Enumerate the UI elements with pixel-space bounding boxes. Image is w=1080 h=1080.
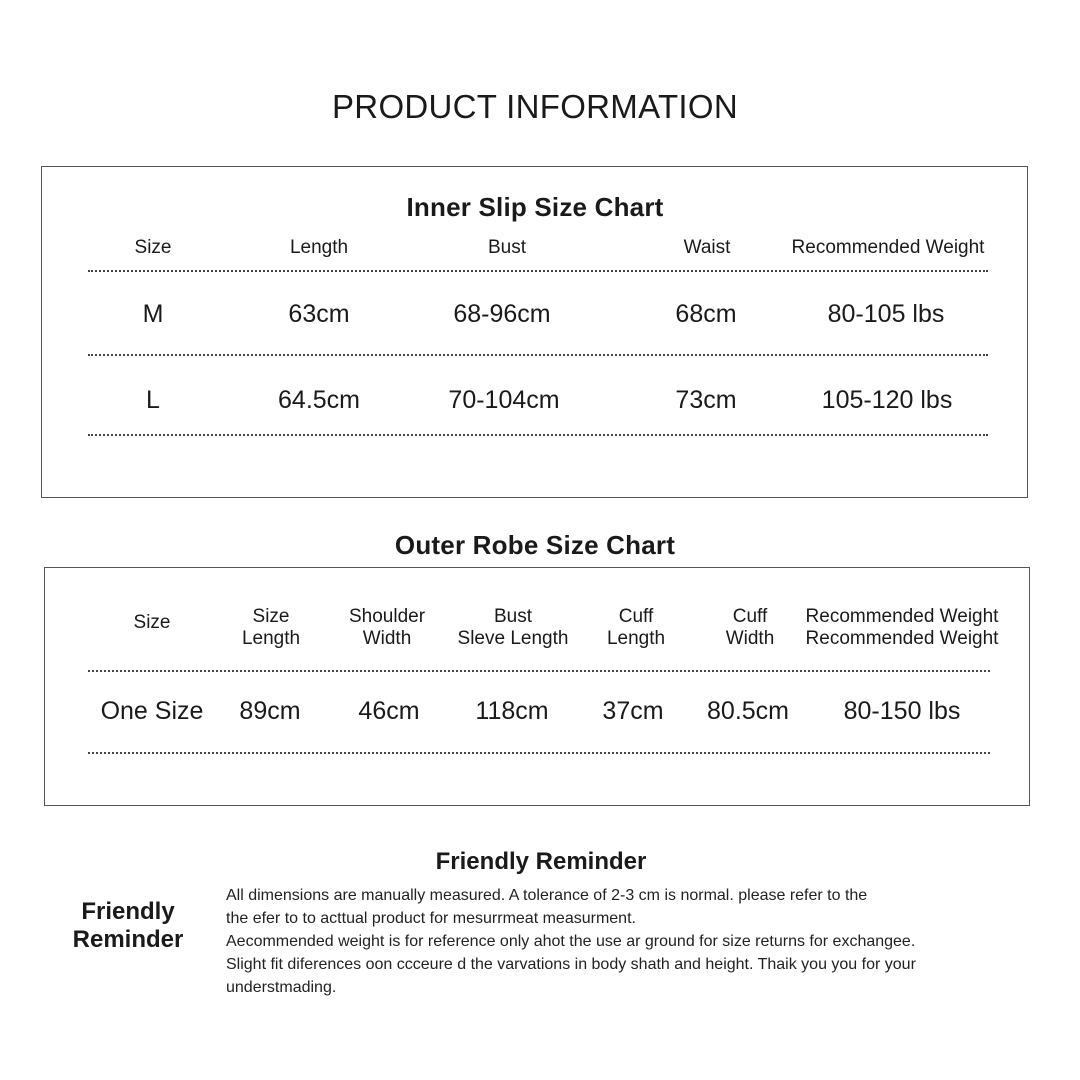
outer-cell-bust-sleeve-length: 118cm [475, 697, 549, 725]
inner-chart-title: Inner Slip Size Chart [406, 192, 664, 222]
header-line: Bust [493, 606, 533, 627]
header-line: Length [606, 628, 666, 649]
dotted-divider [88, 354, 988, 356]
outer-cell-cuff-width: 80.5cm [707, 697, 789, 725]
reminder-side-label [68, 898, 188, 954]
outer-chart-title: Outer Robe Size Chart [394, 530, 676, 560]
outer-cell-size: One Size [100, 697, 204, 725]
inner-cell-bust: 70-104cm [448, 386, 560, 414]
inner-cell-waist: 68cm [675, 300, 737, 328]
reminder-line: understmading. [226, 979, 337, 996]
outer-cell-shoulder-width: 46cm [358, 697, 420, 725]
reminder-heading: Friendly Reminder [435, 848, 647, 875]
dotted-divider [88, 670, 990, 672]
header-line: Cuff [618, 606, 654, 627]
outer-header-size-length [242, 606, 300, 650]
inner-header-size: Size [134, 237, 172, 258]
inner-header-waist: Waist [683, 237, 731, 258]
header-line: Cuff [732, 606, 768, 627]
reminder-line: the efer to to acttual product for mesurrmeat measurment. [226, 910, 636, 927]
reminder-line: Aecommended weight is for reference only ahot the use ar ground for size returns for exchangee. [226, 933, 916, 950]
outer-header-bust-sleeve-length [458, 606, 569, 650]
dotted-divider [88, 270, 988, 272]
outer-header-recommended-weight [806, 606, 999, 650]
dotted-divider [88, 752, 990, 754]
outer-header-cuff-width [726, 606, 775, 650]
inner-header-bust: Bust [487, 237, 527, 258]
outer-header-cuff-length [607, 606, 665, 650]
side-label-line: Friendly [81, 898, 175, 925]
header-line: Shoulder [348, 606, 426, 627]
header-line: Length [241, 628, 301, 649]
outer-header-size: Size [133, 612, 171, 633]
inner-header-length: Length [289, 237, 349, 258]
header-line: Size [252, 606, 290, 627]
reminder-line: All dimensions are manually measured. A tolerance of 2-3 cm is normal. please refer to the [226, 887, 868, 904]
inner-cell-bust: 68-96cm [453, 300, 551, 328]
outer-cell-cuff-length: 37cm [602, 697, 664, 725]
header-line: Width [725, 628, 775, 649]
inner-cell-size: M [142, 300, 164, 328]
inner-cell-length: 63cm [288, 300, 350, 328]
outer-cell-recommended-weight: 80-150 lbs [843, 697, 961, 725]
outer-header-shoulder-width [349, 606, 425, 650]
page-title: PRODUCT INFORMATION [332, 88, 738, 125]
inner-cell-length: 64.5cm [278, 386, 360, 414]
outer-size-chart-panel [44, 567, 1030, 806]
inner-cell-recommended-weight: 105-120 lbs [821, 386, 953, 414]
reminder-line: Slight fit diferences oon ccceure d the varvations in body shath and height. Thaik you you for your [226, 956, 916, 973]
inner-cell-waist: 73cm [675, 386, 737, 414]
inner-cell-recommended-weight: 80-105 lbs [827, 300, 945, 328]
header-line: Width [362, 628, 412, 649]
inner-cell-size: L [146, 386, 160, 414]
inner-header-recommended-weight: Recommended Weight [791, 237, 985, 258]
header-line: Recommended Weight [805, 628, 999, 649]
dotted-divider [88, 434, 988, 436]
outer-cell-size-length: 89cm [239, 697, 301, 725]
header-line: Sleve Length [457, 628, 569, 649]
header-line: Recommended Weight [805, 606, 999, 627]
reminder-text [226, 884, 1026, 999]
side-label-line: Reminder [72, 926, 184, 953]
